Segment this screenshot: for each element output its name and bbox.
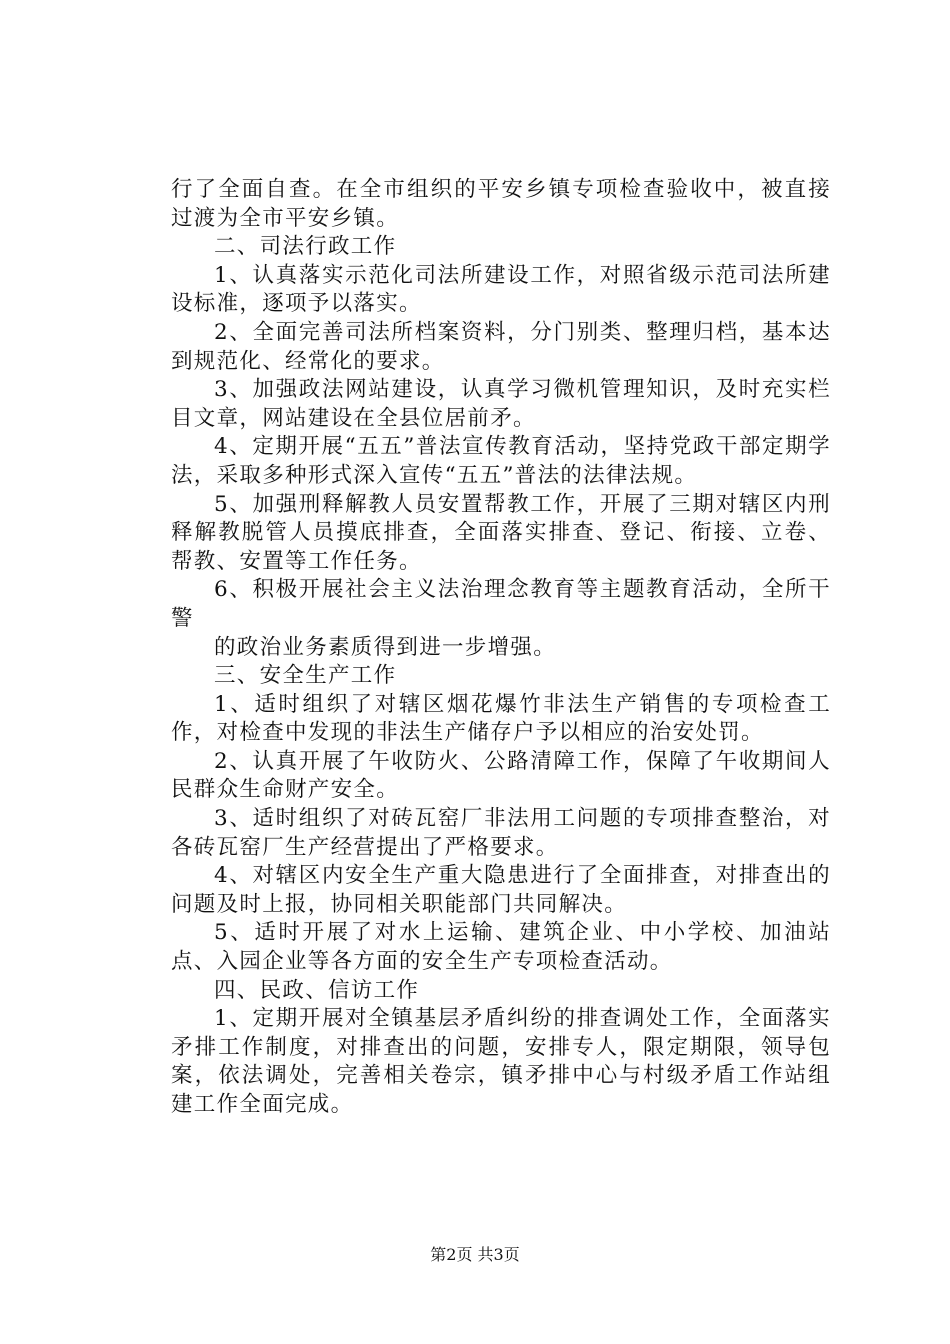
- paragraph: 2、全面完善司法所档案资料，分门别类、整理归档，基本达到规范化、经常化的要求。: [171, 319, 831, 374]
- paragraph: 的政治业务素质得到进一步增强。: [214, 634, 557, 660]
- paragraph: 行了全面自查。在全市组织的平安乡镇专项检查验收中，被直接过渡为全市平安乡镇。: [171, 177, 831, 231]
- paragraph: 6、积极开展社会主义法治理念教育等主题教育活动，全所干警: [171, 577, 831, 631]
- paragraph: 3、加强政法网站建设，认真学习微机管理知识，及时充实栏目文章，网站建设在全县位居前矛。: [171, 377, 831, 431]
- section-heading: 四、民政、信访工作: [214, 977, 420, 1003]
- paragraph: 4、定期开展“五五”普法宣传教育活动，坚持党政干部定期学法，采取多种形式深入宣传“五五”普法的法律法规。: [171, 434, 831, 488]
- paragraph: 2、认真开展了午收防火、公路清障工作，保障了午收期间人民群众生命财产安全。: [171, 748, 831, 803]
- section-heading: 三、安全生产工作: [214, 663, 397, 689]
- paragraph: 1、适时组织了对辖区烟花爆竹非法生产销售的专项检查工作，对检查中发现的非法生产储存户予以相应的治安处罚。: [171, 691, 831, 746]
- paragraph: 5、加强刑释解教人员安置帮教工作，开展了三期对辖区内刑释解教脱管人员摸底排查，全面落实排查、登记、衔接、立卷、帮教、安置等工作任务。: [171, 491, 831, 574]
- paragraph: 1、认真落实示范化司法所建设工作，对照省级示范司法所建设标准，逐项予以落实。: [171, 262, 831, 317]
- document-body: [171, 176, 831, 1120]
- paragraph: 1、定期开展对全镇基层矛盾纠纷的排查调处工作，全面落实矛排工作制度，对排查出的问题，安排专人，限定期限，领导包案，依法调处，完善相关卷宗，镇矛排中心与村级矛盾工作站组建工作全面完成。: [171, 1006, 831, 1117]
- paragraph: 4、对辖区内安全生产重大隐患进行了全面排查，对排查出的问题及时上报，协同相关职能部门共同解决。: [171, 863, 831, 917]
- paragraph: 3、适时组织了对砖瓦窑厂非法用工问题的专项排查整治，对各砖瓦窑厂生产经营提出了严格要求。: [171, 806, 831, 860]
- page-number: 第2页 共3页: [430, 1245, 520, 1264]
- section-heading: 二、司法行政工作: [214, 234, 397, 260]
- paragraph: 5、适时开展了对水上运输、建筑企业、中小学校、加油站点、入园企业等各方面的安全生产专项检查活动。: [171, 920, 831, 975]
